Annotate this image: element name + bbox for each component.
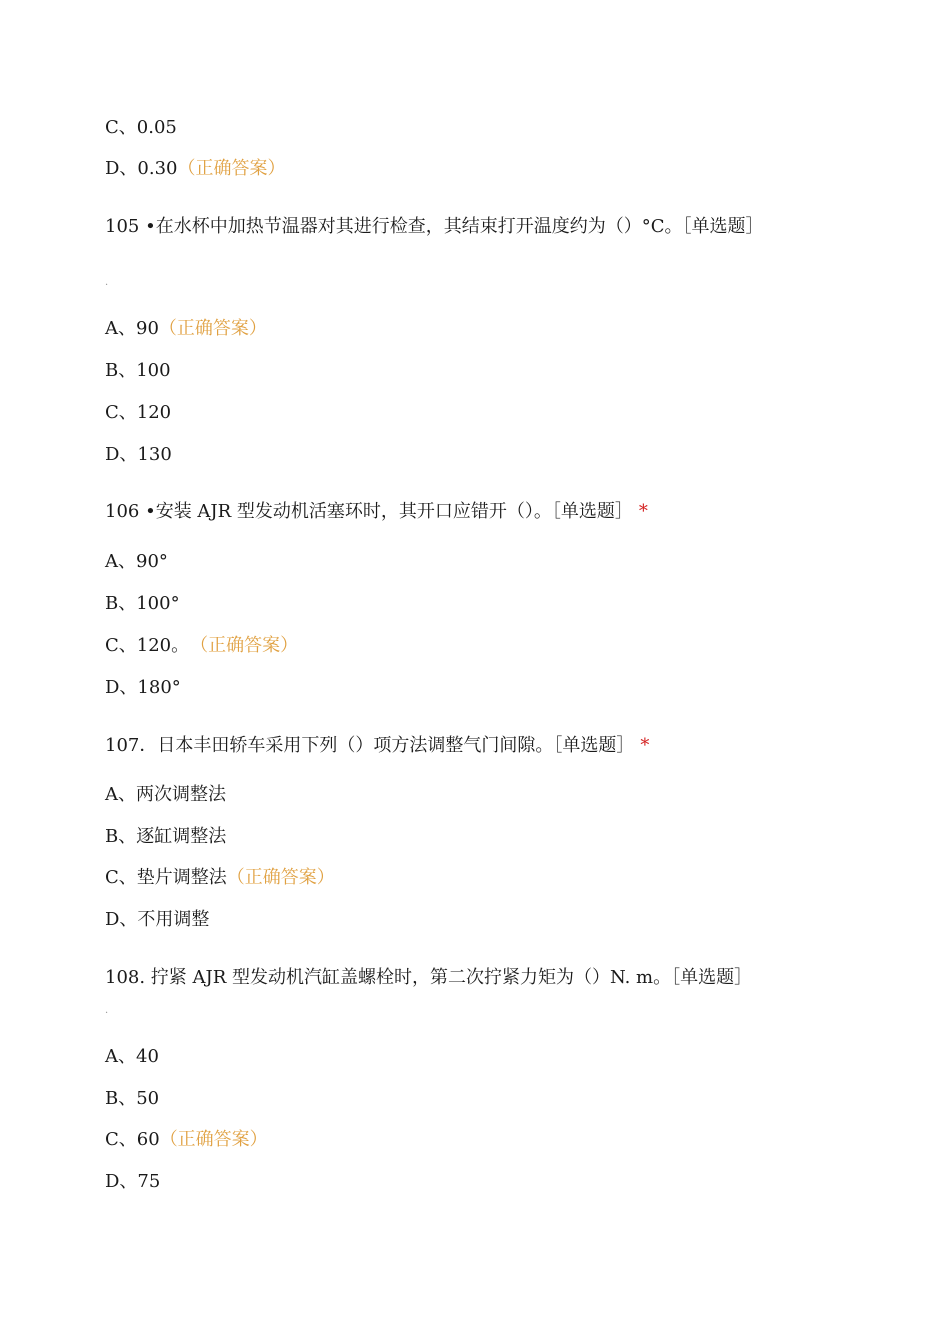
correct-answer-tag: （正确答案）	[158, 318, 267, 339]
option-text: B、50	[105, 1088, 160, 1109]
stray-mark: ·	[105, 280, 109, 291]
option-text: D、不用调整	[105, 909, 210, 930]
question-text: 106 •安装 AJR 型发动机活塞环时，其开口应错开（）。［单选题］	[105, 501, 633, 522]
option-d	[105, 909, 209, 931]
stray-mark: ·	[105, 1008, 109, 1019]
option-text: A、40	[105, 1046, 159, 1067]
option-c	[105, 635, 298, 657]
option-c	[105, 867, 335, 889]
required-mark: *	[640, 735, 650, 756]
option-text: C、120。	[105, 635, 190, 656]
correct-answer-tag: （正确答案）	[159, 1129, 268, 1150]
option-d	[105, 1171, 160, 1193]
option-a	[105, 784, 226, 806]
option-b	[105, 1088, 159, 1110]
required-mark: *	[638, 501, 648, 522]
option-a	[105, 318, 267, 340]
option-text: C、60	[105, 1129, 160, 1150]
question-text: 105 •在水杯中加热节温器对其进行检查，其结束打开温度约为（）°C。［单选题］	[105, 216, 764, 237]
option-b	[105, 360, 171, 382]
option-d	[105, 677, 181, 699]
option-text: B、100	[105, 360, 171, 381]
option-a	[105, 551, 168, 573]
option-d	[105, 444, 172, 466]
option-text: D、0.30	[105, 158, 178, 179]
option-c-0.05	[105, 117, 177, 139]
option-text: D、75	[105, 1171, 161, 1192]
option-text: A、90°	[105, 551, 168, 572]
question-text: 108. 拧紧 AJR 型发动机汽缸盖螺栓时，第二次拧紧力矩为（）N. m。［单选题］	[105, 967, 753, 988]
option-b	[105, 593, 180, 615]
option-text: C、120	[105, 402, 172, 423]
question-106	[105, 501, 648, 523]
question-107	[105, 735, 649, 757]
option-b	[105, 826, 226, 848]
option-text: D、130	[105, 444, 172, 465]
question-105	[105, 216, 835, 238]
option-text: D、180°	[105, 677, 181, 698]
option-a	[105, 1046, 159, 1068]
option-text: B、逐缸调整法	[105, 826, 227, 847]
question-text: 107．日本丰田轿车采用下列（）项方法调整气门间隙。［单选题］	[105, 735, 635, 756]
option-c	[105, 402, 171, 424]
option-text: C、0.05	[105, 117, 177, 138]
option-d-0.30	[105, 158, 286, 180]
option-c	[105, 1129, 268, 1151]
option-text: A、两次调整法	[105, 784, 226, 805]
option-text: B、100°	[105, 593, 180, 614]
correct-answer-tag: （正确答案）	[226, 867, 335, 888]
option-text: A、90	[105, 318, 159, 339]
question-108	[105, 967, 752, 989]
correct-answer-tag: （正确答案）	[199, 635, 299, 656]
correct-answer-tag: （正确答案）	[177, 158, 286, 179]
option-text: C、垫片调整法	[105, 867, 227, 888]
